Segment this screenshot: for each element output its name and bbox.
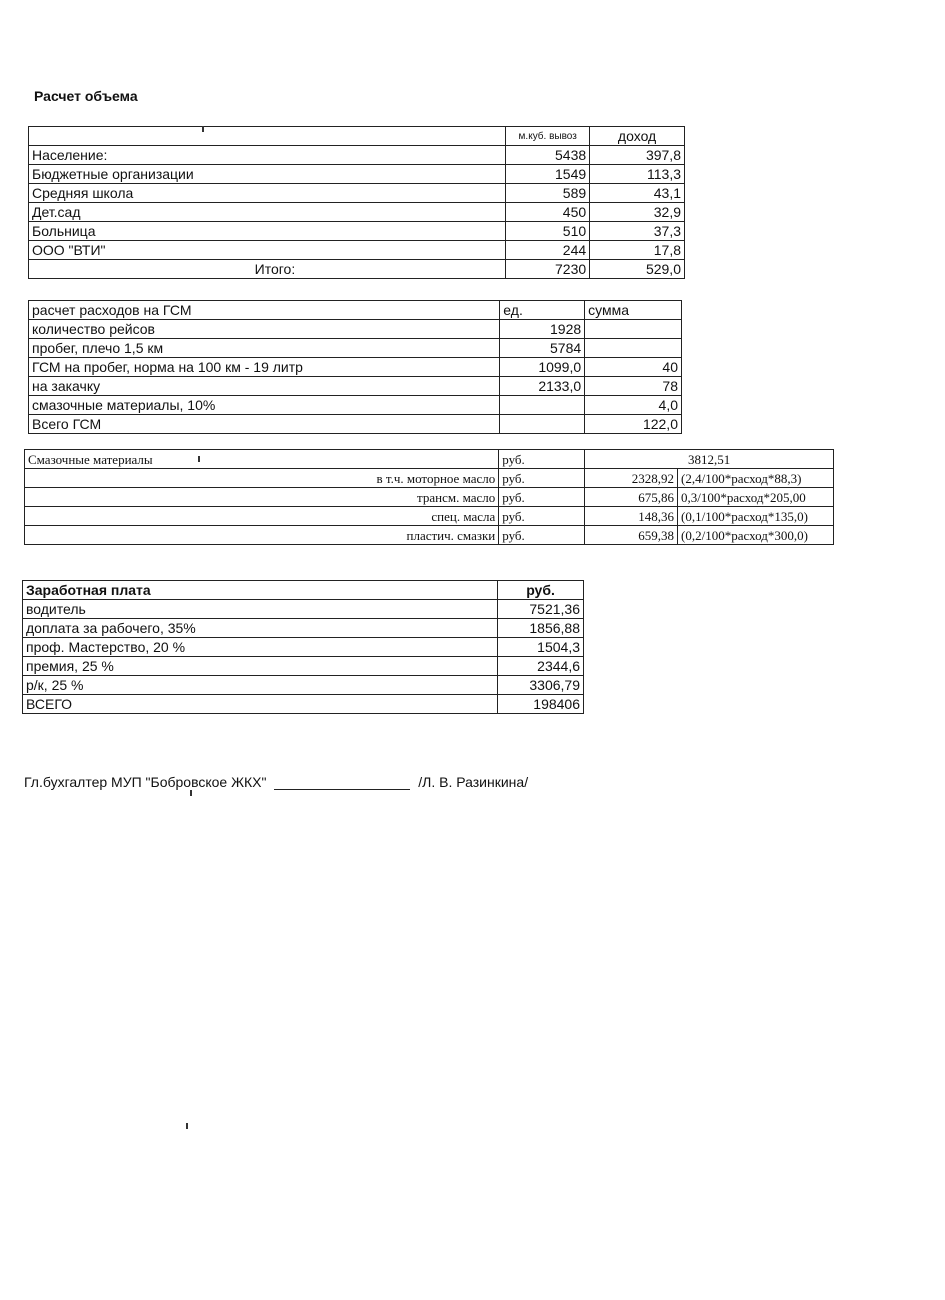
row-volume: 244: [506, 241, 590, 260]
row-label: Бюджетные организации: [29, 165, 506, 184]
row-label: Средняя школа: [29, 184, 506, 203]
row-unit: руб.: [499, 469, 585, 488]
row-value: 3306,79: [498, 676, 584, 695]
row-formula: (0,1/100*расход*135,0): [678, 507, 834, 526]
fuel-table-header: [29, 301, 682, 320]
scan-speck: [190, 790, 192, 796]
row-label: спец. масла: [25, 507, 499, 526]
table-row: [29, 184, 685, 203]
signature-block: [24, 774, 528, 790]
row-sum: [585, 320, 682, 339]
table-row: [23, 676, 584, 695]
row-unit: руб.: [499, 507, 585, 526]
table-row: [23, 600, 584, 619]
row-formula: (0,2/100*расход*300,0): [678, 526, 834, 545]
row-label: ООО "ВТИ": [29, 241, 506, 260]
table-row: [29, 358, 682, 377]
row-volume: 450: [506, 203, 590, 222]
table-row: [25, 526, 834, 545]
row-value: 659,38: [585, 526, 678, 545]
row-label: Население:: [29, 146, 506, 165]
row-value: 1504,3: [498, 638, 584, 657]
row-label: пластич. смазки: [25, 526, 499, 545]
row-unit: [500, 415, 585, 434]
salary-table-header: [23, 581, 584, 600]
table-row: [29, 339, 682, 358]
table-row: [25, 469, 834, 488]
row-label: пробег, плечо 1,5 км: [29, 339, 500, 358]
lube-header-unit: руб.: [499, 450, 585, 469]
table-row: [29, 146, 685, 165]
row-income: 113,3: [590, 165, 685, 184]
row-value: 675,86: [585, 488, 678, 507]
table-row: [29, 415, 682, 434]
table-row: [29, 377, 682, 396]
row-label: Всего ГСМ: [29, 415, 500, 434]
row-value: 148,36: [585, 507, 678, 526]
row-unit: 2133,0: [500, 377, 585, 396]
page-title: Расчет объема: [34, 88, 138, 104]
lubricants-table: [24, 449, 834, 545]
row-income: 32,9: [590, 203, 685, 222]
row-unit: 1928: [500, 320, 585, 339]
row-value: 2328,92: [585, 469, 678, 488]
table-row: [23, 695, 584, 714]
row-unit: руб.: [499, 488, 585, 507]
salary-table: [22, 580, 584, 714]
row-label: Дет.сад: [29, 203, 506, 222]
scan-speck: [186, 1123, 188, 1129]
row-value: 2344,6: [498, 657, 584, 676]
total-income: 529,0: [590, 260, 685, 279]
row-label: смазочные материалы, 10%: [29, 396, 500, 415]
fuel-header-sum: сумма: [585, 301, 682, 320]
row-volume: 1549: [506, 165, 590, 184]
lube-header-label: Смазочные материалы: [25, 450, 499, 469]
row-value: 1856,88: [498, 619, 584, 638]
fuel-header-label: расчет расходов на ГСМ: [29, 301, 500, 320]
row-income: 397,8: [590, 146, 685, 165]
row-label: Больница: [29, 222, 506, 241]
row-label: водитель: [23, 600, 498, 619]
signature-line: [274, 777, 410, 790]
row-volume: 589: [506, 184, 590, 203]
fuel-header-unit: ед.: [500, 301, 585, 320]
lube-header-value: 3812,51: [585, 450, 834, 469]
row-label: трансм. масло: [25, 488, 499, 507]
table-row: [29, 320, 682, 339]
row-income: 17,8: [590, 241, 685, 260]
row-label: доплата за рабочего, 35%: [23, 619, 498, 638]
row-label: проф. Мастерство, 20 %: [23, 638, 498, 657]
row-value: 198406: [498, 695, 584, 714]
volume-table: [28, 126, 685, 279]
row-label: премия, 25 %: [23, 657, 498, 676]
row-sum: 40: [585, 358, 682, 377]
table-row: [25, 488, 834, 507]
row-label: в т.ч. моторное масло: [25, 469, 499, 488]
row-sum: 78: [585, 377, 682, 396]
row-label: количество рейсов: [29, 320, 500, 339]
table-row: [29, 241, 685, 260]
salary-header-unit: руб.: [498, 581, 584, 600]
row-income: 37,3: [590, 222, 685, 241]
table-row: [23, 638, 584, 657]
volume-header-volume: м.куб. вывоз: [506, 127, 590, 146]
row-sum: 4,0: [585, 396, 682, 415]
row-label: р/к, 25 %: [23, 676, 498, 695]
row-formula: 0,3/100*расход*205,00: [678, 488, 834, 507]
salary-header-label: Заработная плата: [23, 581, 498, 600]
row-label: ГСМ на пробег, норма на 100 км - 19 литр: [29, 358, 500, 377]
volume-table-header: [29, 127, 685, 146]
row-formula: (2,4/100*расход*88,3): [678, 469, 834, 488]
row-label: на закачку: [29, 377, 500, 396]
table-row: [29, 203, 685, 222]
row-sum: [585, 339, 682, 358]
row-unit: 5784: [500, 339, 585, 358]
scan-speck: [198, 456, 200, 462]
volume-header-income: доход: [590, 127, 685, 146]
row-unit: руб.: [499, 526, 585, 545]
scan-speck: [202, 126, 204, 132]
total-volume: 7230: [506, 260, 590, 279]
row-value: 7521,36: [498, 600, 584, 619]
volume-total-row: [29, 260, 685, 279]
row-sum: 122,0: [585, 415, 682, 434]
table-row: [23, 619, 584, 638]
table-row: [29, 165, 685, 184]
table-row: [29, 222, 685, 241]
row-volume: 510: [506, 222, 590, 241]
total-label: Итого:: [29, 260, 506, 279]
table-row: [25, 507, 834, 526]
table-row: [29, 396, 682, 415]
row-label: ВСЕГО: [23, 695, 498, 714]
row-unit: 1099,0: [500, 358, 585, 377]
row-unit: [500, 396, 585, 415]
table-row: [23, 657, 584, 676]
signature-position: Гл.бухгалтер МУП "Бобровское ЖКХ": [24, 774, 267, 790]
signature-name: /Л. В. Разинкина/: [418, 774, 529, 790]
fuel-table: [28, 300, 682, 434]
lubricants-table-header: [25, 450, 834, 469]
volume-header-label: [29, 127, 506, 146]
row-volume: 5438: [506, 146, 590, 165]
row-income: 43,1: [590, 184, 685, 203]
